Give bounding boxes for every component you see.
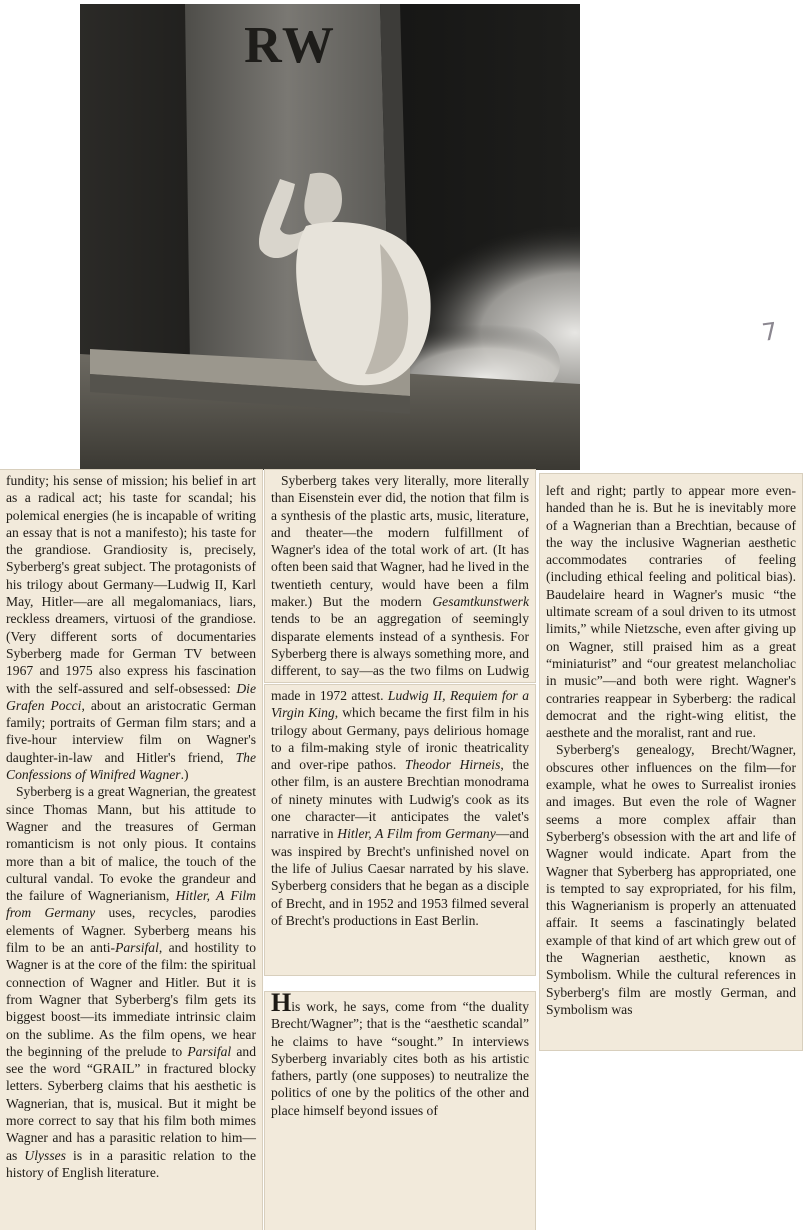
paragraph: His work, he says, come from “the duality Brecht/Wagner”; that is the “aesthetic scandal” he claims to have “sought.” In interviews Syberberg invariably cites both as his artistic fathers, partly (one supposes) to neutralize the politics of one by the politics of the other and place himself beyond issues of: [271, 994, 529, 1119]
article-column-3: [540, 474, 802, 1050]
film-still-photo: [80, 4, 580, 470]
paragraph: made in 1972 attest. Ludwig II, Requiem for a Virgin King, which became the first film in his trilogy about Germany, pays delirious homage to a film-making style of ironic theatricality and over-ripe pathos. Theodor Hirneis, the other film, is an austere Brechtian monodrama of ninety minutes with Ludwig's cook as its one character—it anticipates the valet's narrative in Hitler, A Film from Germany—and was inspired by Brecht's unfinished novel on the life of Julius Caesar narrated by his slave. Syberberg considers that he began as a disciple of Brecht, and in 1952 and 1953 filmed several of Brecht's productions in East Berlin.: [271, 688, 529, 928]
paragraph: Syberberg takes very literally, more literally than Eisenstein ever did, the notion that film is a synthesis of the plastic arts, music, literature, and theater—the modern fulfillment of Wagner's idea of the total work of art. (It has often been said that Wagner, had he lived in the twentieth century, would have been a film maker.) But the modern Gesamtkunstwerk tends to be an aggregation of seemingly disparate elements instead of a synthesis. For Syberberg there is always something more, and different, to say—as the two films on Ludwig: [271, 473, 529, 679]
article-column-2-top: [265, 470, 535, 682]
article-column-1: [0, 470, 262, 1230]
drop-cap: H: [271, 992, 292, 1017]
paragraph: fundity; his sense of mission; his belief in art as a radical act; his taste for scandal; his polemical energies (he is incapable of writing an essay that is not a manifesto); his taste for the grandiose. Grandiosity is, precisely, Syberberg's great subject. The protagonists of his trilogy about Germany—Ludwig II, Karl May, Hitler—are all megalomaniacs, liars, reckless dreamers, virtuosi of the grandiose. (Very different sorts of documentaries Syberberg made for German TV between 1967 and 1975 also express his fascination with the self-assured and self-obsessed: Die Grafen Pocci, about an aristocratic German family; portraits of German film stars; and a five-hour interview film on Wagner's daughter-in-law and Hitler's friend, The Confessions of Winifred Wagner.): [6, 473, 257, 783]
margin-pencil-note: 7: [760, 317, 780, 347]
paragraph: Syberberg's genealogy, Brecht/Wagner, obscures other influences on the film—for example, what he owes to Surrealist ironies and images. But even the role of Wagner seems a more complex affair than Syberberg's obsession with the art and life of Wagner would indicate. Apart from the Wagner that Syberberg has appropriated, one is tempted to say expropriated, for his film, this Wagnerianism is properly an attenuated affair. It seems a fascinatingly belated example of that kind of art which grew out of the Wagnerian aesthetic, known as Symbolism. While the cultural references in Syberberg's film are mostly German, and Symbolism was: [546, 742, 796, 1017]
article-column-2-bottom: [265, 992, 535, 1230]
article-column-2-middle: [265, 685, 535, 975]
paragraph: Syberberg is a great Wagnerian, the greatest since Thomas Mann, but his attitude to Wagner and the treasures of German romanticism is not only pious. It contains more than a bit of malice, the touch of the cultural vandal. To evoke the grandeur and the failure of Wagnerianism, Hitler, A Film from Germany uses, recycles, parodies elements of Wagner. Syberberg means his film to be an anti-Parsifal, and hostility to Wagner is at the core of the film: the spiritual connection of Wagner and Hitler. But it is from Wagner that Syberberg's film gets its biggest boost—its immediate intrinsic claim on the sublime. As the film opens, we hear the beginning of the prelude to Parsifal and see the word “GRAIL” in fractured blocky letters. Syberberg claims that his aesthetic is Wagnerian, that is, musical. But it might be more correct to say that his film both mimes Wagner and has a parasitic relation to him—as Ulysses is in a parasitic relation to the history of English literature.: [6, 784, 257, 1180]
paragraph: left and right; partly to appear more even-handed than he is. But he is inevitably more of a Wagnerian than a Brechtian, because of the way the inclusive Wagnerian aesthetic accommodates contraries of feeling (including ethical feeling and political bias). Baudelaire heard in Wagner's music “the ultimate scream of a soul driven to its utmost limits,” while Nietzsche, even after giving up on Wagner, still praised him as a great “miniaturist” and “our greatest melancholiac in music”—and both were right. Wagner's contraries reappear in Syberberg: the radical democrat and the right-wing elitist, the aesthete and the moralist, rant and rue.: [546, 483, 796, 741]
monument-inscription: RW: [244, 17, 336, 74]
